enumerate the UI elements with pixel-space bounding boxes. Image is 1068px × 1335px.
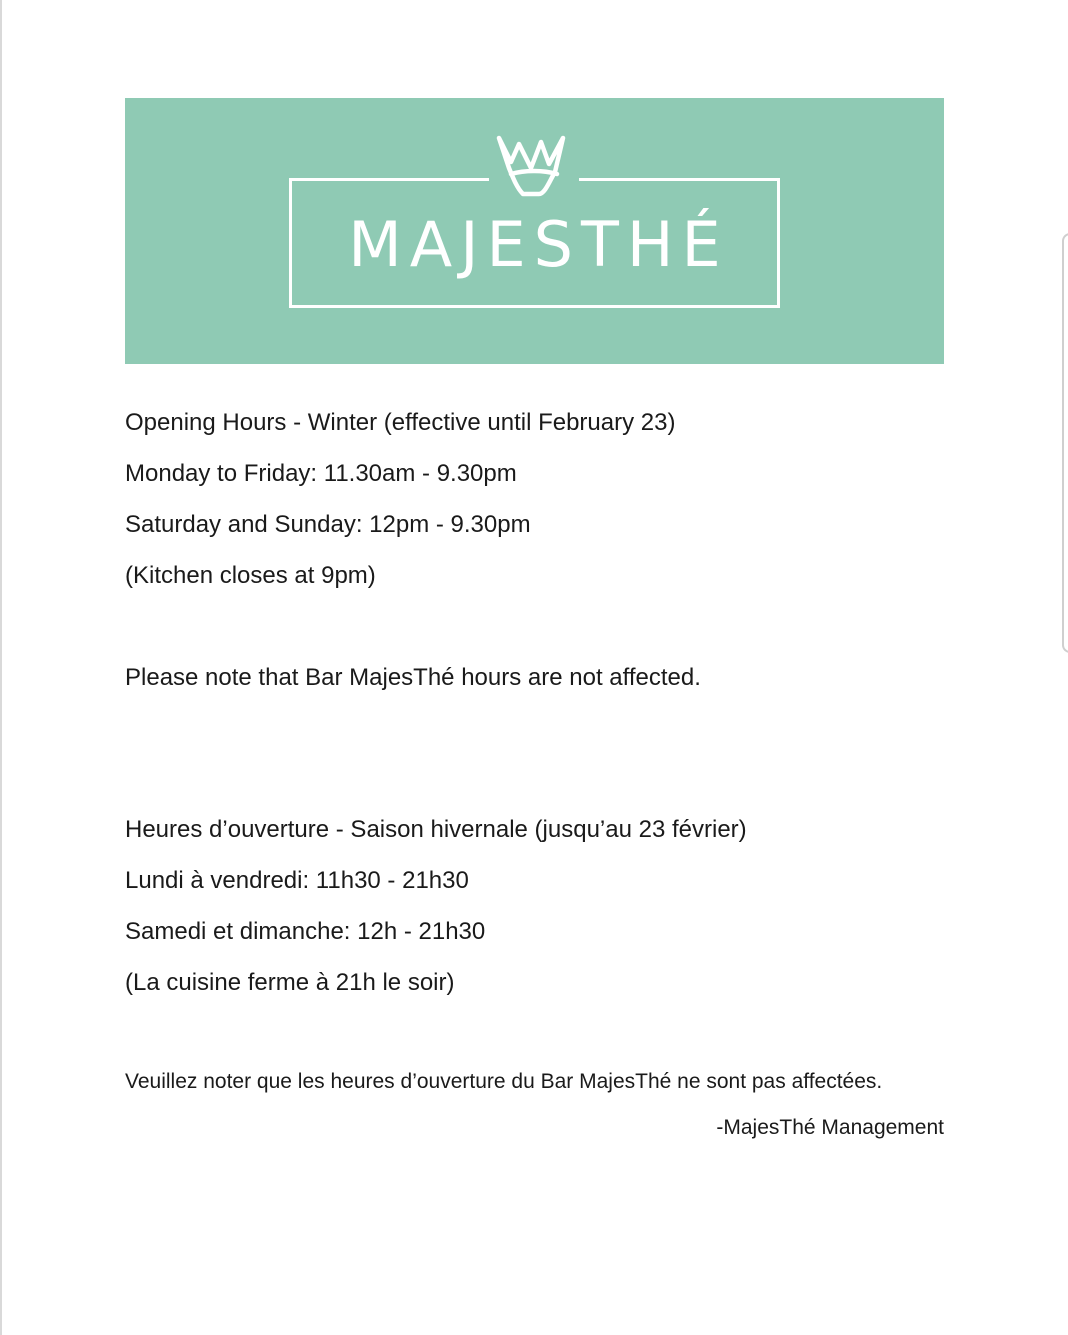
english-kitchen-note: (Kitchen closes at 9pm) <box>125 562 376 589</box>
french-heading: Heures d’ouverture - Saison hivernale (jusqu’au 23 février) <box>125 816 747 843</box>
side-scroll-tab[interactable] <box>1062 233 1068 653</box>
management-signature: -MajesThé Management <box>716 1116 944 1139</box>
french-kitchen-note: (La cuisine ferme à 21h le soir) <box>125 969 455 996</box>
french-weekday-hours: Lundi à vendredi: 11h30 - 21h30 <box>125 867 469 894</box>
french-weekend-hours: Samedi et dimanche: 12h - 21h30 <box>125 918 486 945</box>
brand-name: MAJESTHÉ <box>348 208 729 281</box>
page-left-edge <box>0 0 2 1335</box>
french-bar-note: Veuillez noter que les heures d’ouverture du Bar MajesThé ne sont pas affectées. <box>125 1070 883 1093</box>
english-bar-note: Please note that Bar MajesThé hours are not affected. <box>125 664 701 691</box>
english-heading: Opening Hours - Winter (effective until February 23) <box>125 409 676 436</box>
english-weekend-hours: Saturday and Sunday: 12pm - 9.30pm <box>125 511 531 538</box>
english-weekday-hours: Monday to Friday: 11.30am - 9.30pm <box>125 460 517 487</box>
brand-banner <box>125 98 944 364</box>
crown-icon <box>495 128 577 200</box>
